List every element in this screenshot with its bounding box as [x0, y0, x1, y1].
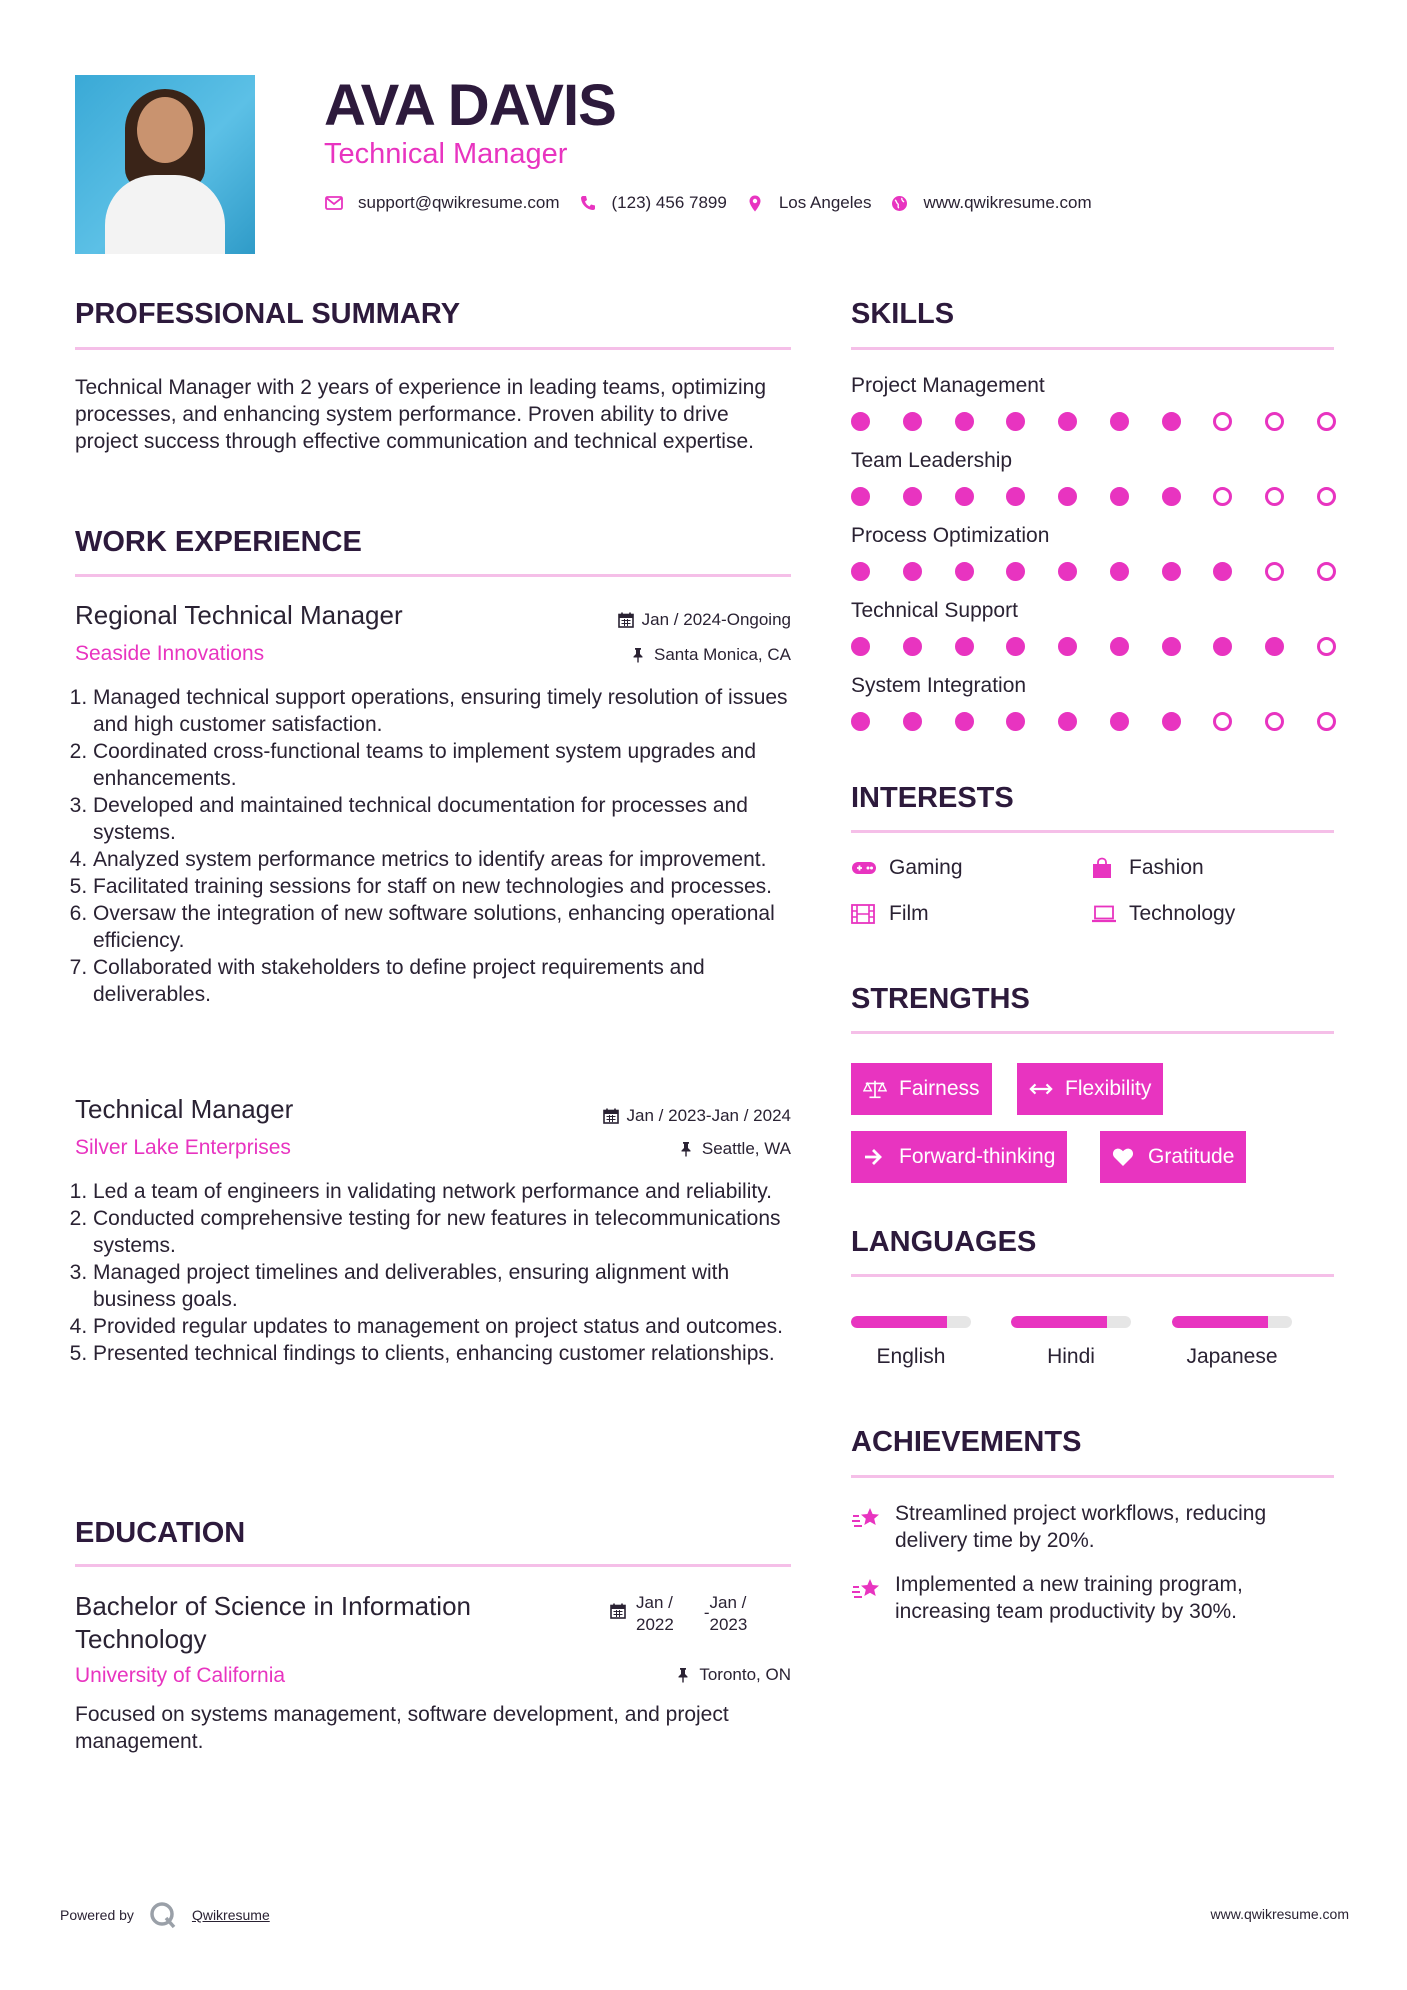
envelope-icon: [324, 193, 344, 213]
rating-dot: [1110, 637, 1129, 656]
strength-tag: Fairness: [851, 1063, 992, 1115]
language-label: English: [876, 1345, 946, 1368]
company-name: Silver Lake Enterprises: [75, 1136, 291, 1159]
languages-heading: LANGUAGES: [851, 1226, 1037, 1258]
shooting-star-icon: [851, 1575, 883, 1603]
phone-text: (123) 456 7899: [611, 193, 727, 212]
education-location: Toronto, ON: [675, 1665, 791, 1685]
job-location: Santa Monica, CA: [630, 645, 791, 665]
language-label: Hindi: [1047, 1345, 1095, 1368]
shopping-bag-icon: [1091, 857, 1117, 879]
education-divider: [75, 1564, 791, 1567]
list-item: 5. Presented technical findings to clients, enhancing customer relationships.: [93, 1340, 795, 1367]
skill-label: Team Leadership: [851, 449, 1013, 472]
skill-label: Technical Support: [851, 599, 1018, 622]
list-item: 2. Coordinated cross-functional teams to implement system upgrades and enhancements.: [93, 738, 795, 792]
rating-dot: [1110, 712, 1129, 731]
calendar-icon: [618, 612, 634, 628]
pushpin-icon: [675, 1667, 691, 1683]
rating-dot: [1058, 487, 1077, 506]
strength-tag: Gratitude: [1100, 1131, 1246, 1183]
rating-dot: [903, 637, 922, 656]
rating-dot: [1317, 487, 1336, 506]
strength-tag: Forward-thinking: [851, 1131, 1067, 1183]
interests-heading: INTERESTS: [851, 782, 1014, 814]
skills-divider: [851, 347, 1334, 350]
rating-dot: [851, 562, 870, 581]
interests-divider: [851, 830, 1334, 833]
skill-rating: [851, 412, 1336, 431]
gamepad-icon: [851, 857, 877, 879]
candidate-name: AVA DAVIS: [324, 73, 616, 138]
skill-rating: [851, 712, 1336, 731]
list-item: 3. Developed and maintained technical documentation for processes and systems.: [93, 792, 795, 846]
job-dates: Jan / 2023-Jan / 2024: [603, 1106, 791, 1126]
shooting-star-icon: [851, 1504, 883, 1532]
responsibility-list: [75, 684, 795, 1008]
rating-dot: [1110, 412, 1129, 431]
interest-item: Technology: [1091, 902, 1235, 926]
rating-dot: [1213, 487, 1232, 506]
rating-dot: [1317, 637, 1336, 656]
laptop-icon: [1091, 903, 1117, 925]
rating-dot: [1110, 562, 1129, 581]
qwikresume-logo-icon: [148, 1900, 178, 1930]
skill-rating: [851, 637, 1336, 656]
rating-dot: [903, 487, 922, 506]
contact-phone[interactable]: [578, 193, 727, 213]
strength-tag: Flexibility: [1017, 1063, 1163, 1115]
skills-heading: SKILLS: [851, 298, 955, 330]
strengths-heading: STRENGTHS: [851, 983, 1030, 1015]
globe-icon: [889, 193, 909, 213]
rating-dot: [851, 487, 870, 506]
summary-heading: PROFESSIONAL SUMMARY: [75, 298, 461, 330]
rating-dot: [903, 562, 922, 581]
degree-title: Bachelor of Science in Information Technology: [75, 1591, 471, 1654]
education-dates: Jan / 2022 - Jan / 2023: [610, 1592, 747, 1636]
list-item: 5. Facilitated training sessions for staff on new technologies and processes.: [93, 873, 795, 900]
calendar-icon: [603, 1108, 619, 1124]
rating-dot: [1110, 487, 1129, 506]
list-item: 1. Led a team of engineers in validating network performance and reliability.: [93, 1178, 795, 1205]
education-heading: EDUCATION: [75, 1517, 246, 1549]
double-arrow-icon: [1029, 1078, 1053, 1100]
rating-dot: [1162, 562, 1181, 581]
rating-dot: [851, 412, 870, 431]
heart-icon: [1112, 1146, 1136, 1168]
footer-website[interactable]: www.qwikresume.com: [1210, 1906, 1349, 1922]
film-icon: [851, 903, 877, 925]
school-name: University of California: [75, 1664, 286, 1687]
contact-location: [745, 193, 872, 213]
rating-dot: [955, 487, 974, 506]
calendar-icon: [610, 1603, 626, 1619]
skill-label: Project Management: [851, 374, 1045, 397]
experience-divider: [75, 574, 791, 577]
rating-dot: [1058, 412, 1077, 431]
contact-website[interactable]: [889, 193, 1091, 213]
summary-text: Technical Manager with 2 years of experience in leading teams, optimizing processes, and enhancing system performance. Proven ability to drive project success through effective communication and technical expertise.: [75, 376, 767, 453]
rating-dot: [1058, 637, 1077, 656]
arrow-right-icon: [863, 1146, 887, 1168]
skill-rating: [851, 562, 1336, 581]
job-title: Regional Technical Manager: [75, 600, 403, 630]
rating-dot: [851, 712, 870, 731]
rating-dot: [1265, 412, 1284, 431]
interest-item: Fashion: [1091, 856, 1204, 880]
rating-dot: [1058, 712, 1077, 731]
rating-dot: [903, 712, 922, 731]
achievement-item: Streamlined project workflows, reducing delivery time by 20%.: [895, 1502, 1267, 1552]
language-level-bar: [1172, 1316, 1292, 1328]
location-text: Los Angeles: [778, 193, 872, 212]
rating-dot: [1006, 412, 1025, 431]
profile-photo: [75, 75, 255, 254]
rating-dot: [1162, 487, 1181, 506]
rating-dot: [1162, 712, 1181, 731]
rating-dot: [1162, 412, 1181, 431]
contact-bar: [324, 193, 1110, 213]
website-text: www.qwikresume.com: [923, 193, 1092, 212]
list-item: 1. Managed technical support operations, ensuring timely resolution of issues and high customer satisfaction.: [93, 684, 795, 738]
job-title: Technical Manager: [75, 1094, 294, 1124]
job-dates: Jan / 2024-Ongoing: [618, 610, 791, 630]
rating-dot: [1317, 562, 1336, 581]
map-pin-icon: [745, 193, 765, 213]
language-level-fill: [1172, 1316, 1268, 1328]
list-item: 7. Collaborated with stakeholders to define project requirements and deliverables.: [93, 954, 795, 1008]
pushpin-icon: [678, 1141, 694, 1157]
list-item: 2. Conducted comprehensive testing for new features in telecommunications systems.: [93, 1205, 795, 1259]
education-text: Focused on systems management, software development, and project management.: [75, 1703, 729, 1753]
list-item: 4. Provided regular updates to management on project status and outcomes.: [93, 1313, 795, 1340]
language-level-bar: [1011, 1316, 1131, 1328]
rating-dot: [955, 712, 974, 731]
strengths-divider: [851, 1031, 1334, 1034]
rating-dot: [1317, 412, 1336, 431]
list-item: 4. Analyzed system performance metrics to identify areas for improvement.: [93, 846, 795, 873]
email-text: support@qwikresume.com: [358, 193, 560, 212]
list-item: 6. Oversaw the integration of new software solutions, enhancing operational efficiency.: [93, 900, 795, 954]
interest-item: Film: [851, 902, 929, 926]
rating-dot: [955, 562, 974, 581]
achievement-item: Implemented a new training program, increasing team productivity by 30%.: [895, 1573, 1243, 1623]
rating-dot: [1213, 637, 1232, 656]
rating-dot: [955, 637, 974, 656]
rating-dot: [1317, 712, 1336, 731]
interest-item: Gaming: [851, 856, 963, 880]
balance-scale-icon: [863, 1078, 887, 1100]
list-item: 3. Managed project timelines and deliverables, ensuring alignment with business goals.: [93, 1259, 795, 1313]
achievements-divider: [851, 1475, 1334, 1478]
responsibility-list: [75, 1178, 795, 1367]
phone-icon: [578, 193, 598, 213]
rating-dot: [1006, 637, 1025, 656]
company-name: Seaside Innovations: [75, 642, 265, 665]
rating-dot: [903, 412, 922, 431]
rating-dot: [1213, 712, 1232, 731]
language-label: Japanese: [1186, 1345, 1278, 1368]
language-level-bar: [851, 1316, 971, 1328]
skill-label: System Integration: [851, 674, 1027, 697]
rating-dot: [1265, 637, 1284, 656]
skill-rating: [851, 487, 1336, 506]
candidate-title: Technical Manager: [324, 138, 568, 170]
skill-label: Process Optimization: [851, 524, 1050, 547]
rating-dot: [851, 637, 870, 656]
rating-dot: [1265, 562, 1284, 581]
rating-dot: [1006, 712, 1025, 731]
language-level-fill: [1011, 1316, 1107, 1328]
job-location: Seattle, WA: [678, 1139, 791, 1159]
footer-powered: Powered by Qwikresume: [60, 1900, 270, 1930]
contact-email[interactable]: [324, 193, 560, 213]
rating-dot: [1006, 562, 1025, 581]
rating-dot: [1213, 412, 1232, 431]
achievements-heading: ACHIEVEMENTS: [851, 1426, 1082, 1458]
language-level-fill: [851, 1316, 947, 1328]
languages-divider: [851, 1274, 1334, 1277]
rating-dot: [1058, 562, 1077, 581]
qwikresume-link[interactable]: Qwikresume: [191, 1907, 270, 1923]
rating-dot: [1162, 637, 1181, 656]
rating-dot: [1265, 712, 1284, 731]
experience-heading: WORK EXPERIENCE: [75, 526, 362, 558]
rating-dot: [1265, 487, 1284, 506]
rating-dot: [1213, 562, 1232, 581]
summary-divider: [75, 347, 791, 350]
rating-dot: [955, 412, 974, 431]
rating-dot: [1006, 487, 1025, 506]
pushpin-icon: [630, 647, 646, 663]
